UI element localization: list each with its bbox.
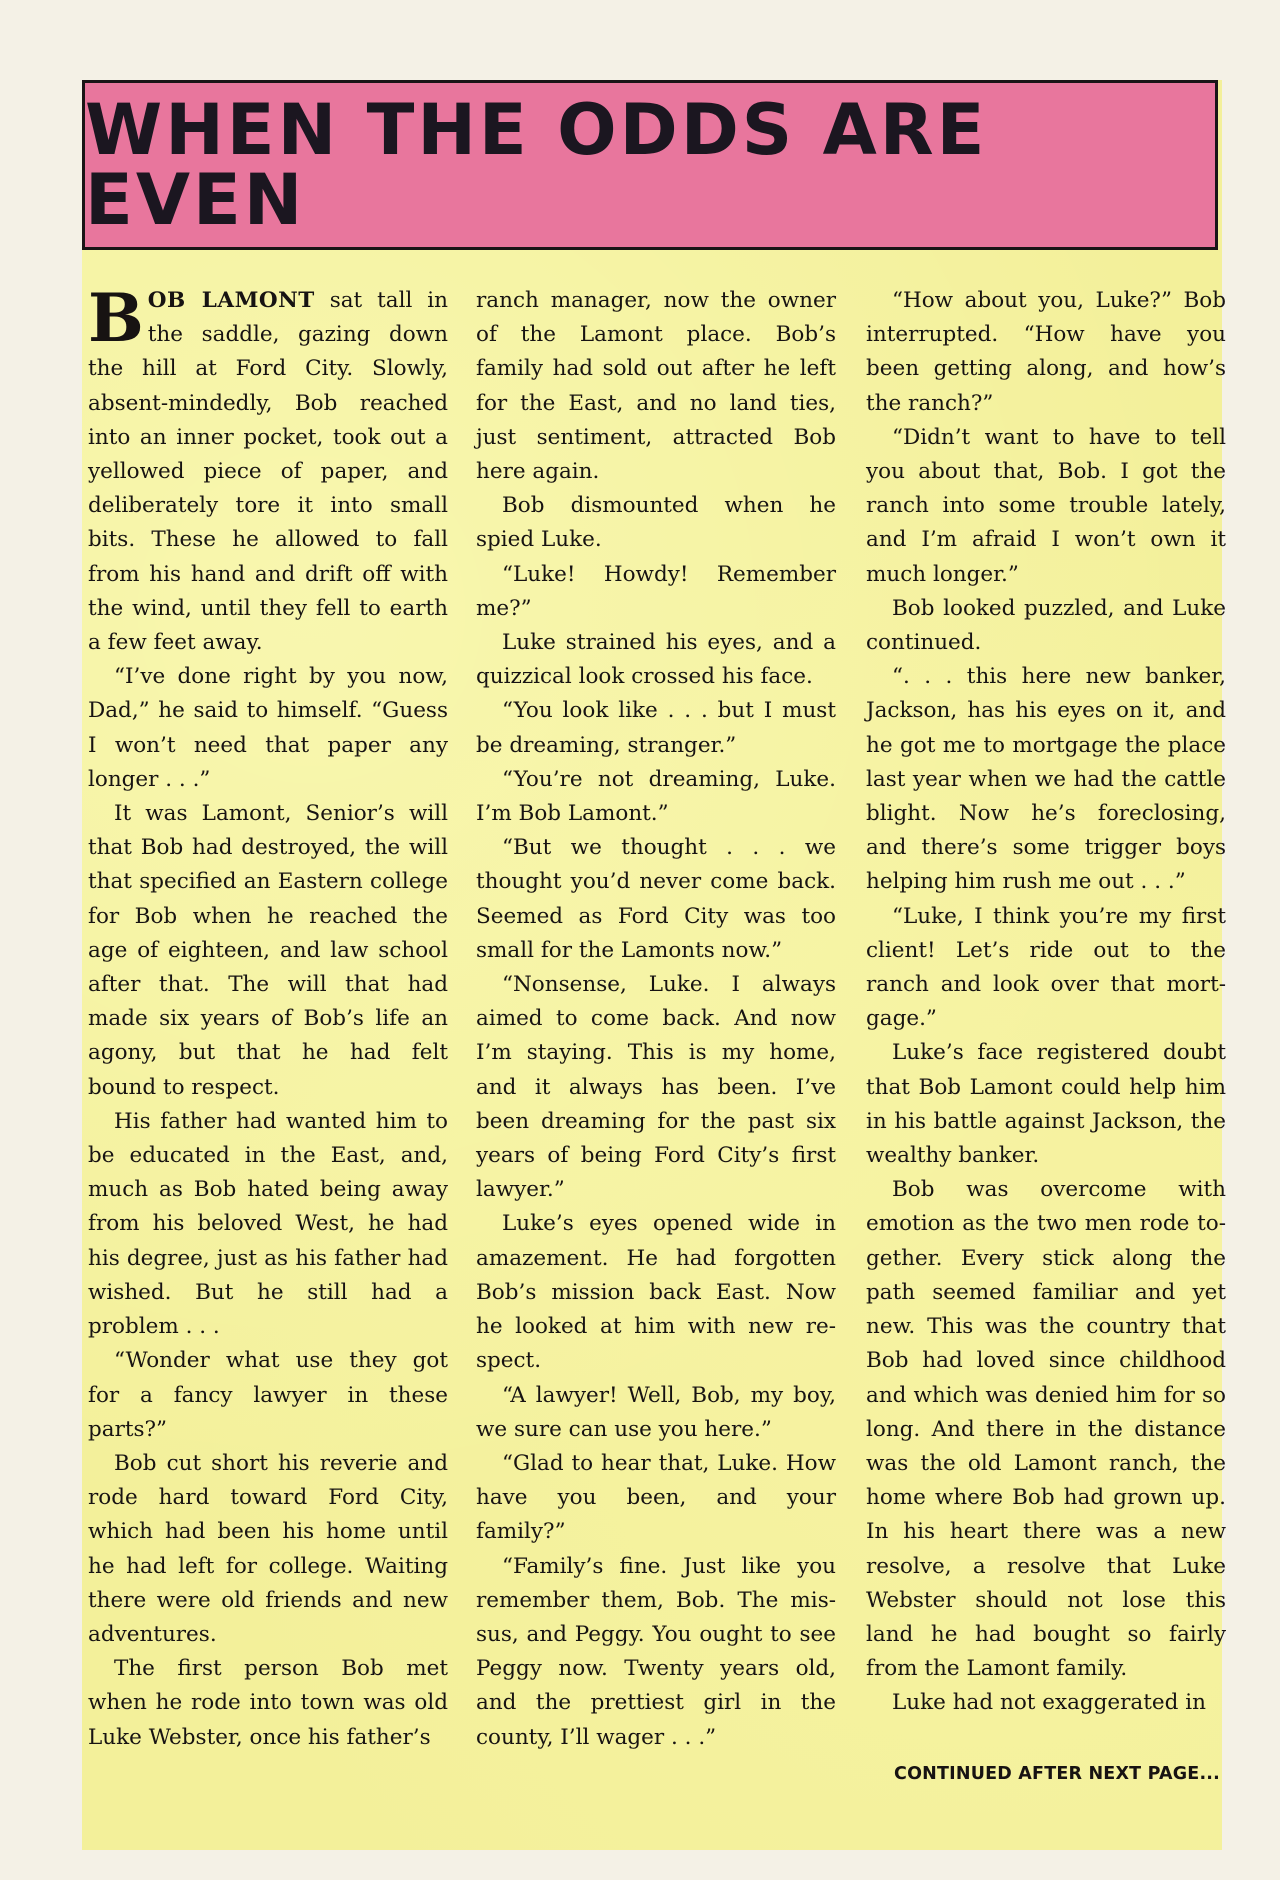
paragraph: “You look like . . . but I must be dreaming, stranger.” — [476, 698, 836, 758]
story-body — [88, 279, 1226, 1764]
paragraph: Bob dismounted when he spied Luke. — [476, 493, 836, 553]
paragraph: Bob cut short his reverie and rode hard toward Ford City, which had been his home until he had left for college. Waiting there were old friends and new adventures. — [88, 1450, 448, 1647]
drop-cap: B — [88, 279, 144, 357]
paragraph: “. . . this here new banker, Jackson, has his eyes on it, and he got me to mortgage the place last year when we had the cattle blight. Now he’s foreclosing, and there’s some trigger boys helping him rush me out . . .” — [866, 664, 1226, 895]
paragraph: His father had wanted him to be educated in the East, and, much as Bob hated being away from his beloved West, he had his degree, just as his father had wished. But he still had a problem . . . — [88, 1108, 448, 1340]
lead-name: OB LAMONT — [147, 288, 315, 313]
paragraph — [88, 279, 448, 660]
paragraph: Luke had not exaggerated in — [892, 1690, 1206, 1716]
paragraph: “You’re not dreaming, Luke. I’m Bob Lamont.” — [476, 766, 836, 827]
paragraph: ranch manager, now the owner of the Lamont place. Bob’s family had sold out after he left for the East, and no land ties, just sentiment, attracted Bob here again. — [476, 288, 836, 485]
paragraph: Luke’s eyes opened wide in amazement. He had forgotten Bob’s mission back East. Now he looked at him with new respect. — [476, 1211, 836, 1374]
story-title: WHEN THE ODDS ARE EVEN — [85, 89, 988, 241]
paragraph: “How about you, Luke?” Bob interrupted. “How have you been getting along, and how’s the ranch?” — [866, 288, 1226, 416]
paragraph: The first person Bob met when he rode into town was old Luke Webster, once his father’s — [88, 1656, 448, 1750]
paragraph: Luke’s face registered doubt that Bob Lamont could help him in his battle against Jackson, the wealthy banker. — [866, 1040, 1226, 1169]
paragraph: “Didn’t want to have to tell you about that, Bob. I got the ranch into some trouble lately, and I’m afraid I won’t own it much longer.” — [866, 424, 1226, 587]
text-column-2 — [476, 284, 836, 1755]
paragraph: “Nonsense, Luke. I always aimed to come back. And now I’m staying. This is my home, and it always has been. I’ve been dreaming for the past six years of being Ford City’s first lawyer.” — [476, 972, 836, 1203]
title-banner — [82, 80, 1218, 250]
paragraph: “But we thought . . . we thought you’d never come back. Seemed as Ford City was too small for the Lamonts now.” — [476, 835, 836, 963]
text-column-3 — [866, 284, 1226, 1721]
paragraph: “Glad to hear that, Luke. How have you been, and your family?” — [476, 1450, 836, 1545]
paragraph: “Family’s fine. Just like you remember them, Bob. The missus, and Peggy. You ought to see Peggy now. Twenty years old, and the prettiest girl in the county, I’ll wager . . .” — [476, 1553, 836, 1750]
paragraph: “I’ve done right by you now, Dad,” he said to himself. “Guess I won’t need that paper any longer . . .” — [88, 664, 448, 792]
paragraph: Bob looked puzzled, and Luke continued. — [866, 595, 1226, 656]
paragraph: Luke strained his eyes, and a quizzical look crossed his face. — [476, 630, 836, 690]
paragraph: “Luke, I think you’re my first client! Let’s ride out to the ranch and look over that mortgage.” — [866, 903, 1226, 1032]
paragraph: “Wonder what use they got for a fancy lawyer in these parts?” — [88, 1348, 448, 1442]
paragraph: “Luke! Howdy! Remember me?” — [476, 561, 836, 621]
paragraph: It was Lamont, Senior’s will that Bob had destroyed, the will that specified an Eastern college for Bob when he reached the age of eighteen, and law school after that. The will that had made six years of Bob’s life an agony, but that he had felt bound to respect. — [88, 801, 448, 1100]
paragraph: Bob was overcome with emotion as the two men rode together. Every stick along the path seemed familiar and yet new. This was the country that Bob had loved since childhood and which was denied him for so long. And there in the distance was the old Lamont ranch, the home where Bob had grown up. In his heart there was a new resolve, a resolve that Luke Webster should not lose this land he had bought so fairly from the Lamont family. — [866, 1177, 1226, 1682]
paragraph-text: sat tall in the saddle, gazing down the hill at Ford City. Slowly, absent-mindedly, Bob reached into an inner pocket, took out a yellowed piece of paper, and deliberately tore it into small bits. These he allowed to fall from his hand and drift off with the wind, until they fell to earth a few feet away. — [88, 288, 448, 656]
paragraph: “A lawyer! Well, Bob, my boy, we sure can use you here.” — [476, 1382, 836, 1442]
continued-notice: CONTINUED AFTER NEXT PAGE... — [894, 1764, 1220, 1784]
text-column-1 — [88, 279, 448, 1755]
